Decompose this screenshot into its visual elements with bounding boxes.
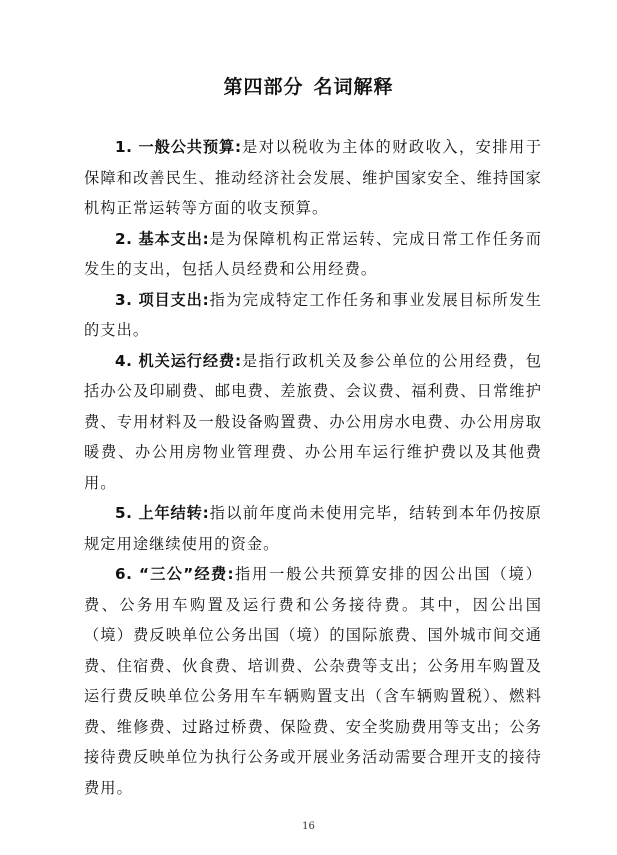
entry-term: 4. 机关运行经费: (115, 351, 242, 370)
title-part: 第四部分 (223, 76, 304, 98)
entry-text: 是指行政机关及参公单位的公用经费，包括办公及印刷费、邮电费、差旅费、会议费、福利费、日常维护费、专用材料及一般设备购置费、办公用房水电费、办公用房取暖费、办公用房物业管理费、办公用车运行维护费以及其他费用。 (84, 351, 542, 492)
entry-term: 1. 一般公共预算: (115, 138, 242, 156)
entry-term: 6. “三公”经费: (115, 565, 235, 583)
glossary-entry-2 (84, 224, 542, 285)
page-title (0, 72, 617, 99)
entry-text: 指用一般公共预算安排的因公出国（境）费、公务用车购置及运行费和公务接待费。其中，因公出国（境）费反映单位公务出国（境）的国际旅费、国外城市间交通费、住宿费、伙食费、培训费、公杂费等支出；公务用车购置及运行费反映单位公务用车车辆购置支出（含车辆购置税）、燃料费、维修费、过路过桥费、保险费、安全奖励费用等支出；公务接待费反映单位为执行公务或开展业务活动需要合理开支的接待费用。 (84, 565, 542, 797)
page-number: 16 (302, 821, 315, 832)
entry-text: 是为保障机构正常运转、完成日常工作任务而发生的支出，包括人员经费和公用经费。 (84, 229, 543, 278)
glossary-entry-6 (84, 559, 542, 803)
title-name: 名词解释 (313, 76, 394, 98)
entry-text: 是对以税收为主体的财政收入，安排用于保障和改善民生、推动经济社会发展、维护国家安全、维持国家机构正常运转等方面的收支预算。 (84, 138, 542, 217)
entry-term: 5. 上年结转: (115, 504, 210, 522)
glossary-entry-1 (84, 132, 542, 224)
glossary-body (84, 132, 542, 803)
entry-text: 指以前年度尚未使用完毕，结转到本年仍按原规定用途继续使用的资金。 (84, 504, 543, 553)
glossary-entry-5 (84, 498, 542, 559)
entry-term: 3. 项目支出: (115, 290, 210, 309)
glossary-entry-4 (84, 346, 542, 499)
entry-term: 2. 基本支出: (115, 229, 210, 248)
glossary-entry-3 (84, 285, 542, 346)
entry-text: 指为完成特定工作任务和事业发展目标所发生的支出。 (84, 290, 543, 339)
